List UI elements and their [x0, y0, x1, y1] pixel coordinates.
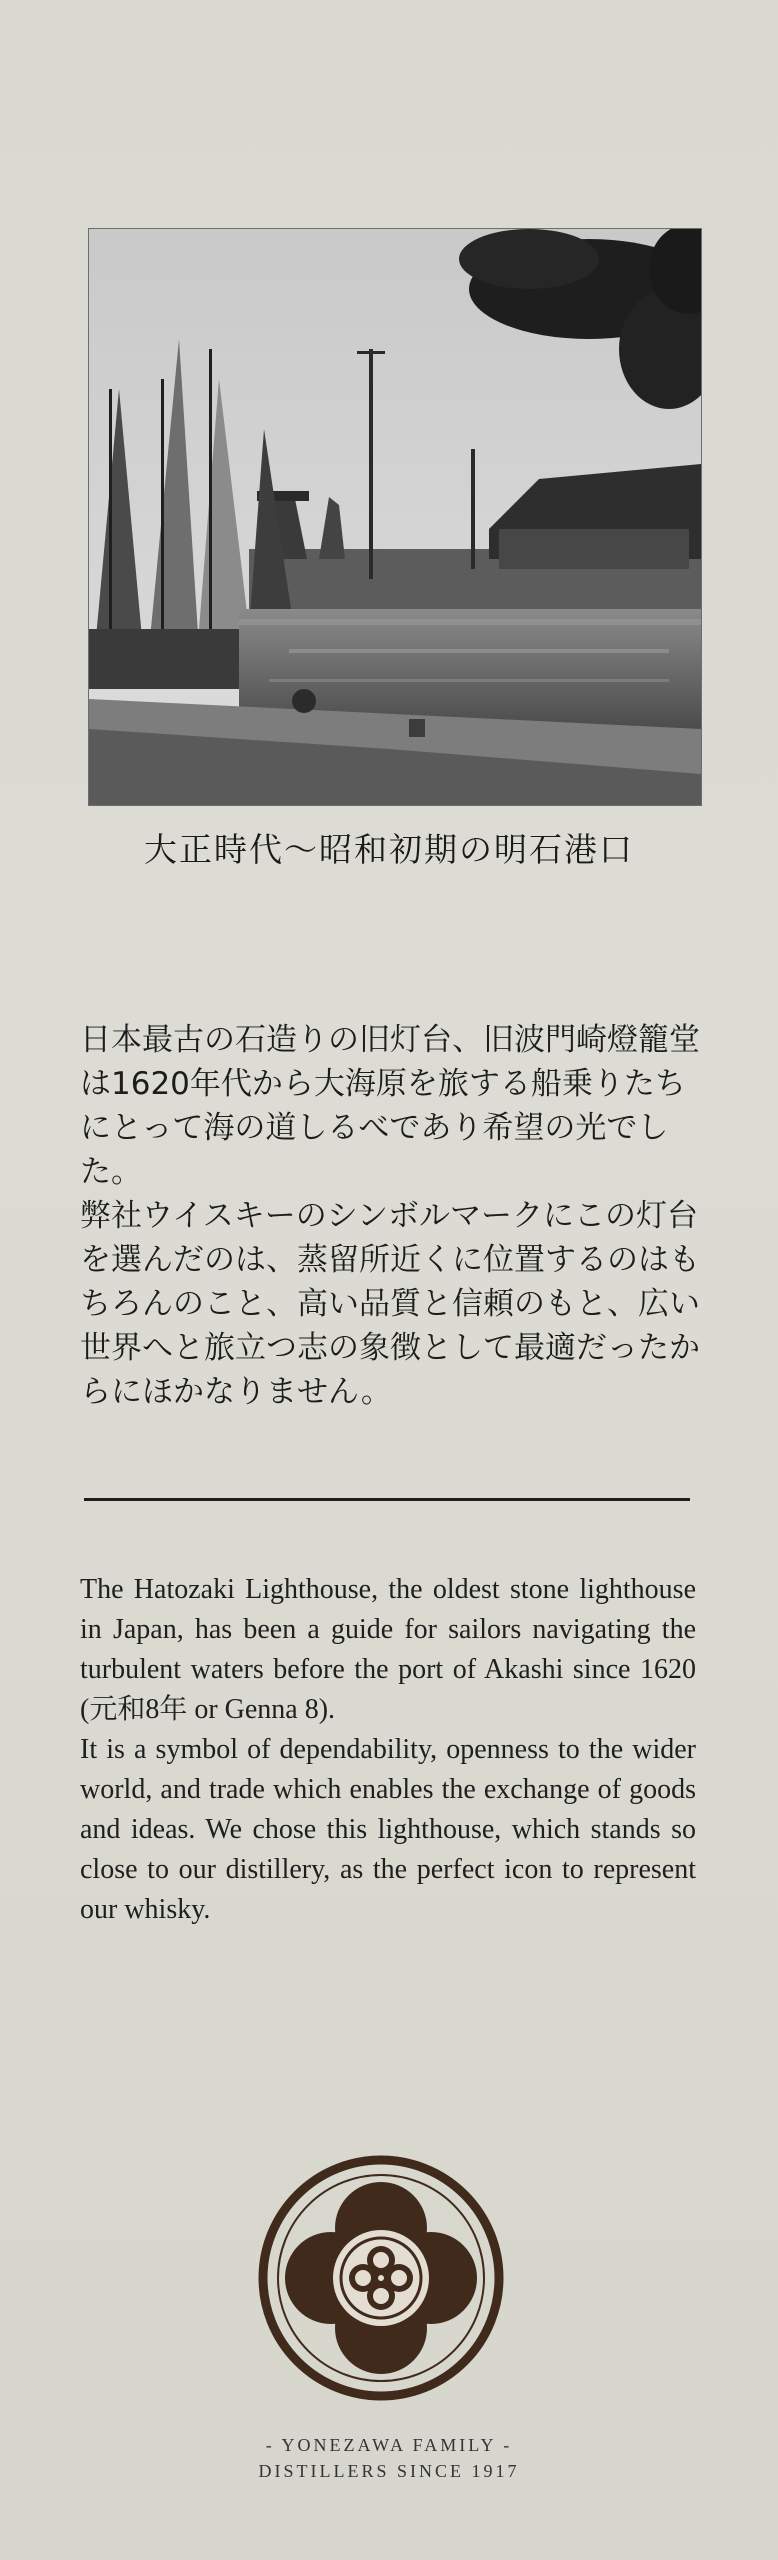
tagline-line-1: - YONEZAWA FAMILY -	[265, 2435, 513, 2455]
english-description	[80, 1570, 696, 1930]
japanese-paragraph-2: 弊社ウイスキーのシンボルマークにこの灯台を選んだのは、蒸留所近くに位置するのはもちろんのこと、高い品質と信頼のもと、広い世界へと旅立つ志の象徴として最適だったからにほかなりません。	[80, 1198, 700, 1410]
japanese-description	[80, 1018, 702, 1414]
harbor-photo-illustration	[89, 229, 701, 805]
english-paragraph-1: The Hatozaki Lighthouse, the oldest stone lighthouse in Japan, has been a guide for sailors navigating the turbulent waters before the port of Akashi since 1620 (元和8年 or Genna 8).	[80, 1574, 696, 1725]
photo-caption: 大正時代〜昭和初期の明石港口	[144, 830, 634, 869]
section-divider	[84, 1498, 690, 1501]
english-paragraph-2: It is a symbol of dependability, openness to the wider world, and trade which enables the exchange of goods and ideas. We chose this lighthouse, which stands so close to our distillery, as the perfect icon to represent our whisky.	[80, 1734, 696, 1925]
distillery-tagline	[0, 2432, 778, 2484]
crest-emblem-icon	[255, 2152, 507, 2404]
tagline-line-2: DISTILLERS SINCE 1917	[258, 2461, 520, 2481]
family-crest-logo	[255, 2152, 507, 2404]
japanese-paragraph-1: 日本最古の石造りの旧灯台、旧波門崎燈籠堂は1620年代から大海原を旅する船乗りたちにとって海の道しるべであり希望の光でした。	[80, 1022, 700, 1190]
historic-harbor-photo	[88, 228, 702, 806]
